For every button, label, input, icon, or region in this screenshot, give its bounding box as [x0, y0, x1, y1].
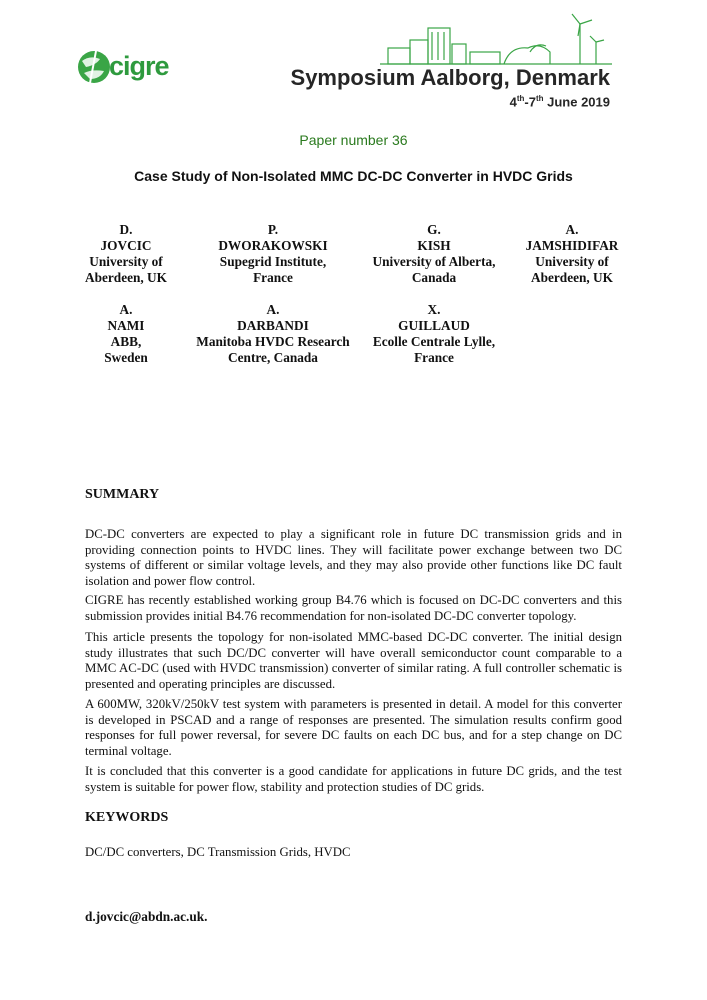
author-block: P. DWORAKOWSKI Supegrid Institute, France: [218, 222, 328, 285]
author-block: D. JOVCIC University of Aberdeen, UK: [85, 222, 167, 285]
author-block: A. JAMSHIDIFAR University of Aberdeen, UK: [525, 222, 619, 285]
author-block: A. NAMI ABB, Sweden: [104, 302, 148, 365]
author-block: G. KISH University of Alberta, Canada: [372, 222, 496, 285]
paper-number: Paper number 36: [299, 132, 408, 148]
summary-paragraph: CIGRE has recently established working group B4.76 which is focused on DC-DC converters and this submission provides initial B4.76 recommendation for non-isolated DC-DC converter topology.: [85, 593, 622, 623]
cigre-globe-icon: [76, 47, 112, 87]
summary-heading: SUMMARY: [85, 487, 160, 502]
author-block: A. DARBANDI Manitoba HVDC Research Centre, Canada: [196, 302, 350, 365]
summary-paragraph: DC-DC converters are expected to play a significant role in future DC transmission grids and in providing connection points to HVDC lines. They will facilitate power exchange between two DC systems of different or similar voltage levels, and they may also provide other functions like DC fault isolation and power flow control.: [85, 527, 622, 588]
aalborg-skyline-illustration: [380, 12, 612, 72]
cigre-logo-text: cigre: [109, 51, 169, 81]
author-block: X. GUILLAUD Ecolle Centrale Lylle, France: [372, 302, 496, 365]
cigre-logo: [76, 47, 184, 91]
symposium-title: Symposium Aalborg, Denmark: [290, 65, 610, 90]
summary-paragraph: It is concluded that this converter is a good candidate for applications in future DC grids, and the test system is suitable for power flow, stability and protection studies of DC grids.: [85, 764, 622, 794]
keywords-text: DC/DC converters, DC Transmission Grids, HVDC: [85, 845, 351, 859]
contact-email: d.jovcic@abdn.ac.uk.: [85, 909, 208, 924]
symposium-date: 4th-7th June 2019: [509, 94, 610, 110]
keywords-heading: KEYWORDS: [85, 810, 169, 825]
summary-paragraph: A 600MW, 320kV/250kV test system with parameters is presented in detail. A model for this converter is developed in PSCAD and a range of responses are presented. The simulation results confirm good responses for full power reversal, for severe DC faults on each DC bus, and for a step change on DC terminal voltage.: [85, 697, 622, 758]
paper-title: Case Study of Non-Isolated MMC DC-DC Converter in HVDC Grids: [134, 168, 573, 184]
summary-paragraph: This article presents the topology for non-isolated MMC-based DC-DC converter. The initial design study illustrates that such DC/DC converter will have overall semiconductor count comparable to a MMC AC-DC (used with HVDC transmission) converter of similar rating. A full controller schematic is presented and operating principles are discussed.: [85, 630, 622, 691]
